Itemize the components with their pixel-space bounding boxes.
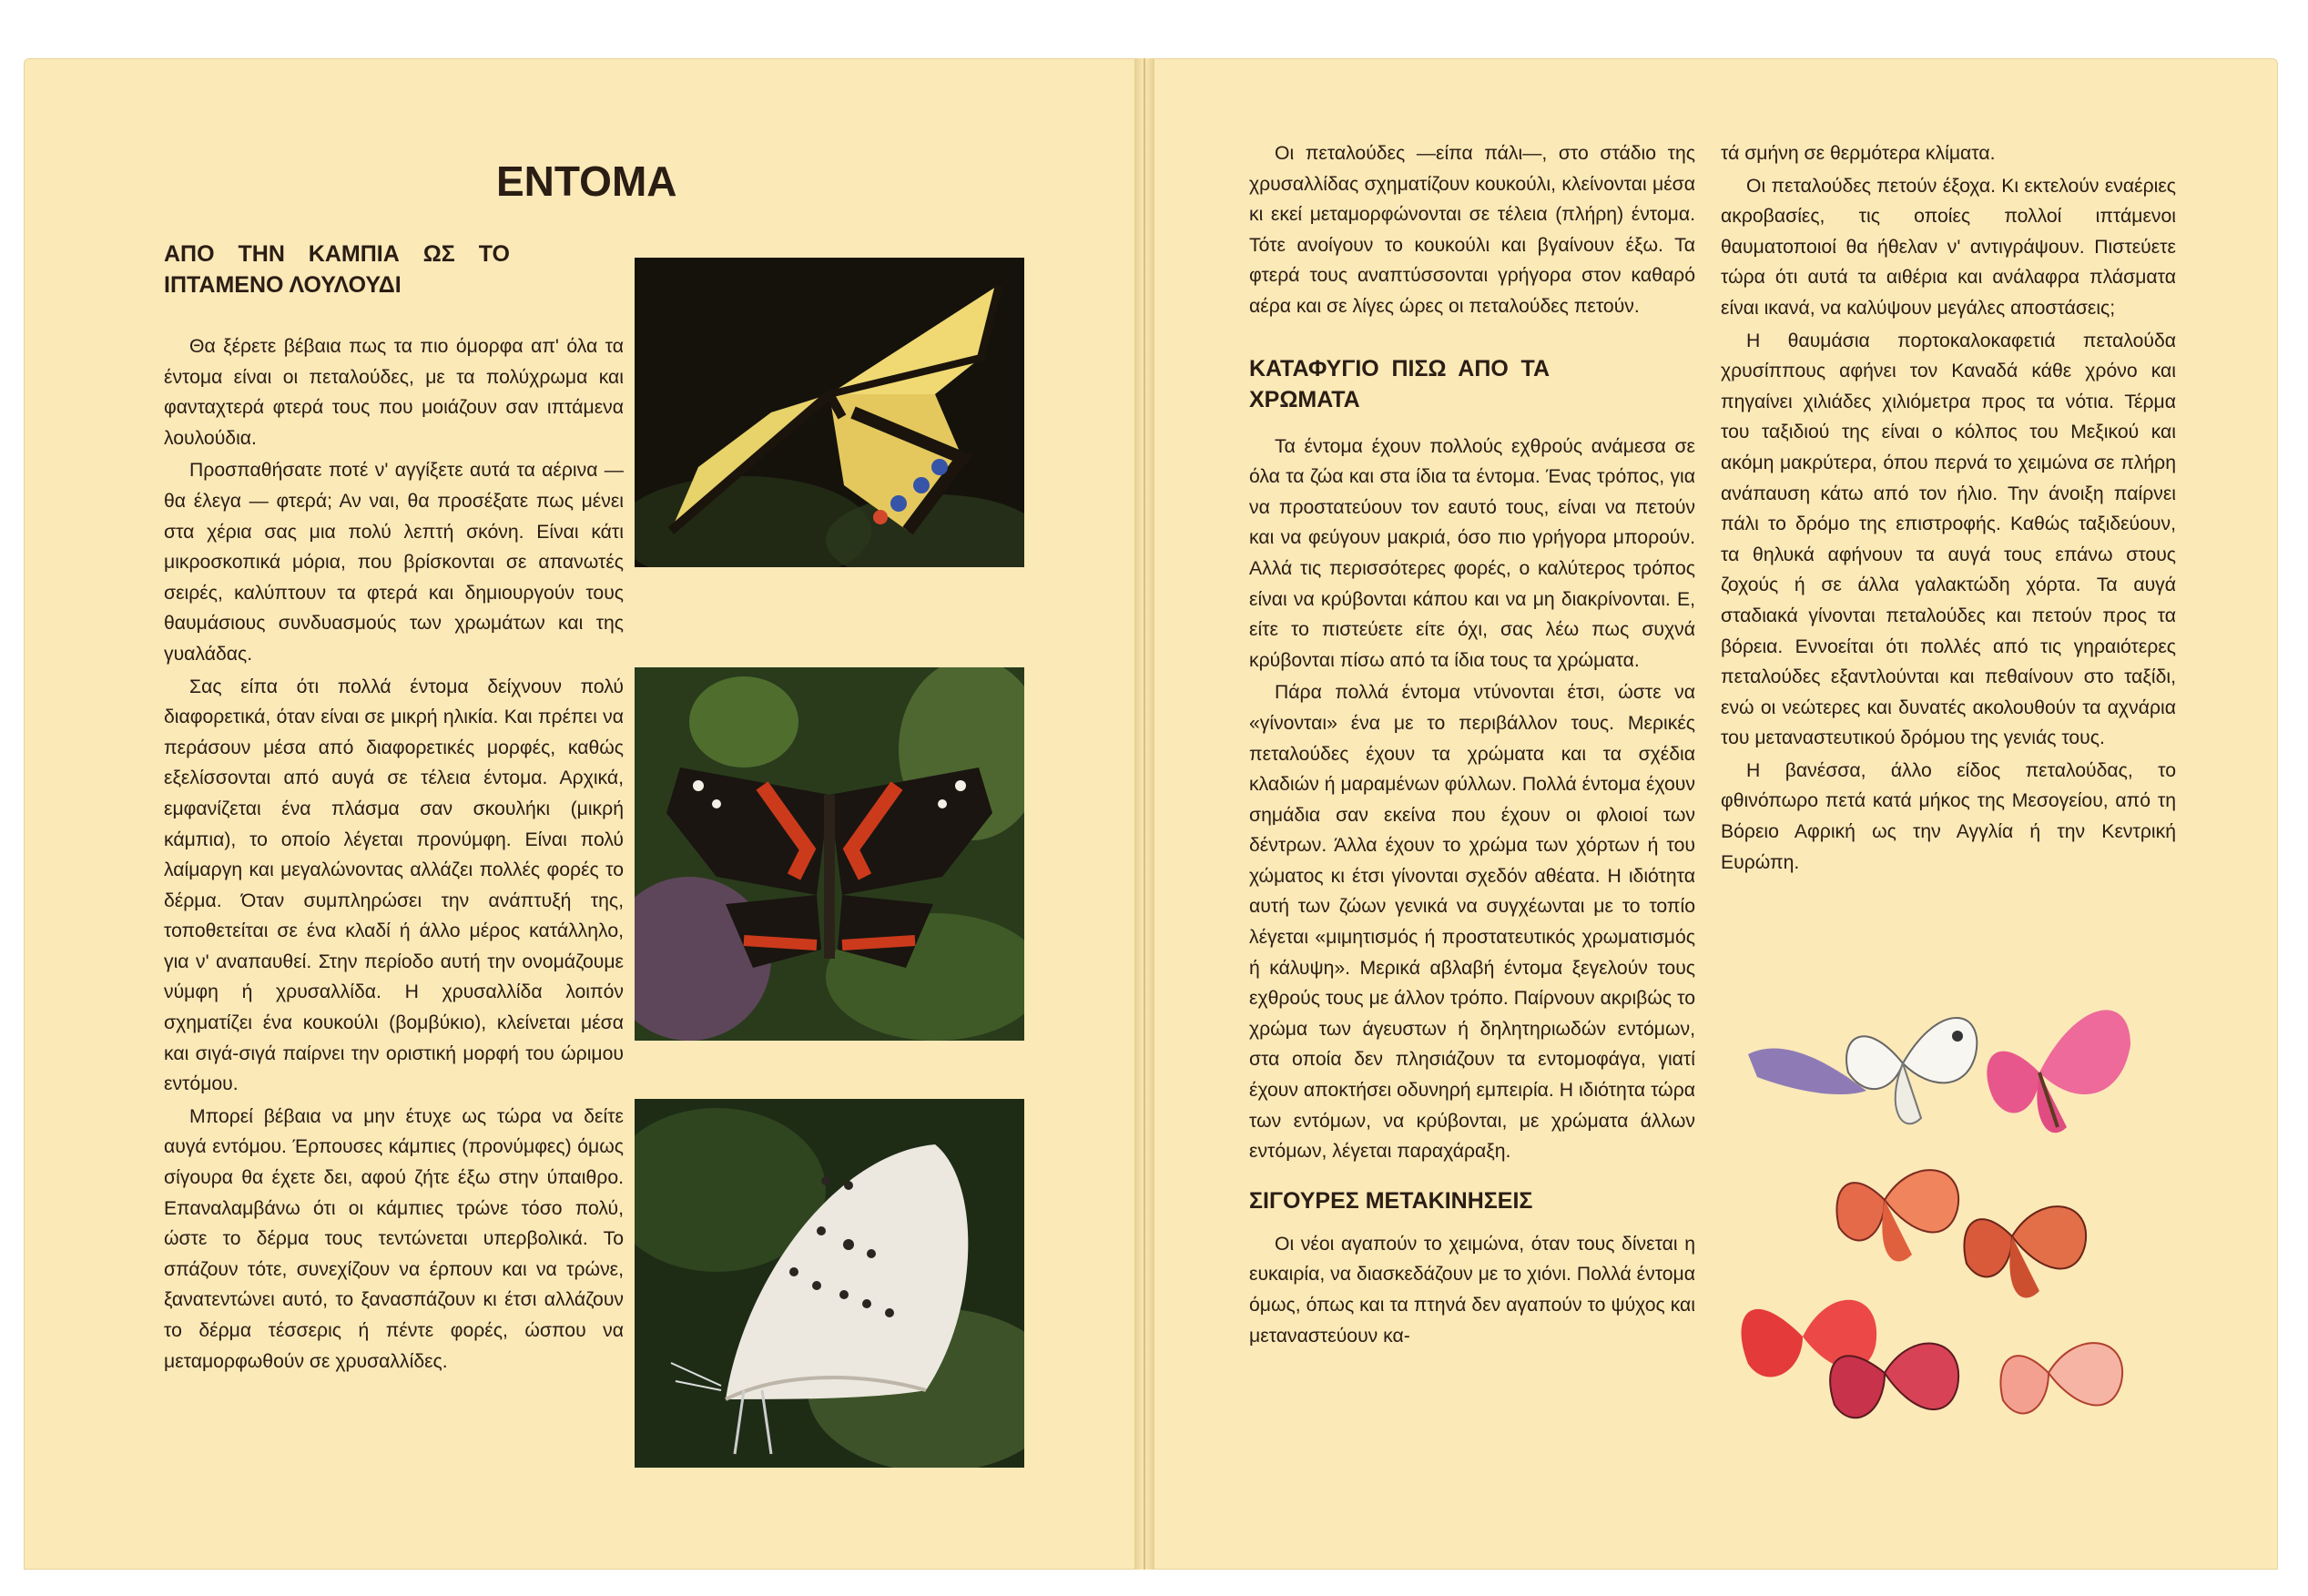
page-title: ΕΝΤΟΜΑ	[496, 158, 677, 205]
right-migration-paragraphs	[1249, 1229, 1695, 1351]
spine-line	[1144, 58, 1145, 1570]
left-text-column	[164, 239, 624, 1377]
paragraph: Η βανέσσα, άλλο είδος πεταλούδας, το φθινόπωρο πετά κατά μήκος της Μεσογείου, από τη Βόρειο Αφρική ως την Αγγλία ή την Κεντρική Ευρώπη.	[1721, 759, 2176, 873]
swallowtail-butterfly-photo	[635, 258, 1024, 567]
paragraph: Τα έντομα έχουν πολλούς εχθρούς ανάμεσα σε όλα τα ζώα και στα ίδια τα έντομα. Ένας τρόπος, για να προστατεύουν τον εαυτό τους, είναι να πετούν και να φεύγουν μακριά, όσο πιο γρήγορα μπορούν. Αλλά τις περισσότερες φορές, ο καλύτερος τρόπος είναι να κρύβονται κάπου και να μη διακρίνονται. Ε, είτε το πιστεύετε είτε όχι, σας λέω πως συχνά κρύβονται πίσω από τα ίδια τους τα χρώματα.	[1249, 435, 1695, 671]
right-column-2-paragraphs	[1721, 138, 2176, 878]
right-text-column-2	[1721, 138, 2176, 878]
red-admiral-butterfly-photo	[635, 667, 1024, 1041]
section-heading-migration: ΣΙΓΟΥΡΕΣ ΜΕΤΑΚΙΝΗΣΕΙΣ	[1249, 1187, 1533, 1214]
paragraph: Η θαυμάσια πορτοκαλοκαφετιά πεταλούδα χρυσίππους αφήνει τον Καναδά κάθε χρόνο και πηγαίνει χιλιάδες χιλιόμετρα προς τα νότια. Τέρμα του ταξιδιού της είναι ο κόλπος του Μεξικού και ακόμη μακρύτερα, όπου περνά το χειμώνα σε πλήρη ανάπαυση κάτω από τον ήλιο. Την άνοιξη παίρνει πάλι το δρόμο της επιστροφής. Καθώς ταξιδεύουν, τα θηλυκά αφήνουν τα αυγά τους επάνω στους ζοχούς ή σε άλλα γαλακτώδη χόρτα. Τα αυγά σταδιακά γίνονται πεταλούδες και πετούν προς τα βόρεια. Εννοείται ότι πολλές από τις γηραιότερες πεταλούδες εξαντλούνται και πεθαίνουν στο ταξίδι, ενώ οι νεώτερες και δυνατές ακολουθούν τα αχνάρια του μεταναστευτικού δρόμου της γενιάς τους.	[1721, 330, 2176, 749]
left-paragraphs	[164, 331, 624, 1377]
section-heading: ΑΠΟ ΤΗΝ ΚΑΜΠΙΑ ΩΣ ΤΟ ΙΠΤΑΜΕΝΟ ΛΟΥΛΟΥΔΙ	[164, 241, 510, 298]
right-intro-paragraphs	[1249, 138, 1695, 322]
paragraph: Μπορεί βέβαια να μην έτυχε ως τώρα να δείτε αυγά εντόμου. Έρπουσες κάμπιες (προνύμφες) όμως σίγουρα θα έχετε δει, αφού ζήτε έξω στην ύπαιθρο. Επαναλαμβάνω ότι οι κάμπιες τρώνε τόσο πολύ, ώστε το δέρμα τους τεντώνεται υπερβολικά. Το σπάζουν τότε, συνεχίζουν να έρπουν και να τρώνε, ξανατεντώνει αυτό, το ξανασπάζουν κι έτσι αλλάζουν το δέρμα τέσσερις ή πέντε φορές, ώσπου να μεταμορφωθούν σε χρυσαλλίδες.	[164, 1105, 624, 1372]
paragraph: Οι πεταλούδες —είπα πάλι—, στο στάδιο της χρυσαλλίδας σχηματίζουν κουκούλι, κλείνονται μέσα κι εκεί μεταμορφώνονται σε τέλεια (πλήρη) έντομα. Τότε ανοίγουν το κουκούλι και βγαίνουν έξω. Τα φτερά τους αναπτύσσονται γρήγορα στον καθαρό αέρα και σε λίγες ώρες οι πεταλούδες πετούν.	[1249, 143, 1695, 317]
section-heading-camouflage: ΚΑΤΑΦΥΓΙΟ ΠΙΣΩ ΑΠΟ ΤΑ ΧΡΩΜΑΤΑ	[1249, 355, 1550, 412]
butterflies-illustration	[1730, 972, 2167, 1446]
right-camouflage-paragraphs	[1249, 432, 1695, 1167]
paragraph: Οι νέοι αγαπούν το χειμώνα, όταν τους δίνεται η ευκαιρία, να διασκεδάζουν με το χιόνι. Πολλά έντομα όμως, όπως και τα πτηνά δεν αγαπούν το ψύχος και μεταναστεύουν κα-	[1249, 1233, 1695, 1347]
paragraph: τά σμήνη σε θερμότερα κλίματα.	[1721, 143, 1996, 164]
paragraph: Πάρα πολλά έντομα ντύνονται έτσι, ώστε να «γίνονται» ένα με το περιβάλλον τους. Μερικές πεταλούδες έχουν τα χρώματα και τα σχέδια κλαδιών ή μαραμένων φύλλων. Πολλά έντομα έχουν σημάδια σαν εκείνα που έχουν οι φλοιοί των δέντρων. Άλλα έχουν το χρώμα των χόρτων ή του χώματος κι έτσι γίνονται σχεδόν αθέατα. Η ιδιότητα αυτή των ζώων γενικά να συγχέωνται με το τοπίο λέγεται «μιμητισμός ή προστατευτικός χρωματισμός ή κάλυψη». Μερικά αβλαβή έντομα ξεγελούν τους εχθρούς τους με άλλον τρόπο. Παίρνουν ακριβώς το χρώμα των άγευστων ή δηλητηριωδών εντόμων, στα οποία δεν πλησιάζουν τα εντομοφάγα, γιατί έχουν αποκτήσει οδυνηρή εμπειρία. Η ιδιότητα τώρα των εντόμων, να κρύβονται, με χρώματα άλλων εντόμων, λέγεται παραχάραξη.	[1249, 682, 1695, 1163]
right-text-column-1	[1249, 138, 1695, 1351]
paragraph: Προσπαθήσατε ποτέ ν' αγγίξετε αυτά τα αέρινα — θα έλεγα — φτερά; Αν ναι, θα προσέξατε πως μένει στα χέρια σας μια πολύ λεπτή σκόνη. Είναι κάτι μικροσκοπικά μόρια, που βρίσκονται σε απανωτές σειρές, καλύπτουν τα φτερά και δημιουργούν τους θαυμάσιους συνδυασμούς των χρωμάτων και της γυαλάδας.	[164, 460, 624, 665]
paragraph: Οι πεταλούδες πετούν έξοχα. Κι εκτελούν εναέριες ακροβασίες, τις οποίες πολλοί ιπτάμενοι θαυματοποιοί θα ήθελαν ν' αντιγράψουν. Πιστεύετε τώρα ότι αυτά τα αιθέρια και ανάλαφρα πλάσματα είναι ικανά, να καλύψουν μεγάλες αποστάσεις;	[1721, 175, 2176, 319]
paragraph: Θα ξέρετε βέβαια πως τα πιο όμορφα απ' όλα τα έντομα είναι οι πεταλούδες, με τα πολύχρωμα και φανταχτερά φτερά τους που μοιάζουν σαν ιπτάμενα λουλούδια.	[164, 336, 624, 449]
paragraph: Σας είπα ότι πολλά έντομα δείχνουν πολύ διαφορετικά, όταν είναι σε μικρή ηλικία. Και πρέπει να περάσουν μέσα από διαφορετικές μορφές, καθώς εξελίσσονται από αυγά σε τέλεια έντομα. Αρχικά, εμφανίζεται ένα πλάσμα σαν σκουλήκι (μικρή κάμπια), το οποίο λέγεται προνύμφη. Είναι πολύ λαίμαργη και μεγαλώνοντας αλλάζει πολλές φορές το δέρμα. Όταν συμπληρώσει την ανάπτυξή της, τοποθετείται σε ένα κλαδί ή άλλο μέρος κατάλληλο, για ν' αναπαυθεί. Στην περίοδο αυτή την ονομάζουμε νύμφη ή χρυσαλλίδα. Η χρυσαλλίδα λοιπόν σχηματίζει ένα κουκούλι (βομβύκιο), κλείνεται μέσα και σιγά-σιγά παίρνει την οριστική μορφή του ώριμου εντόμου.	[164, 676, 624, 1095]
white-butterfly-photo	[635, 1099, 1024, 1468]
